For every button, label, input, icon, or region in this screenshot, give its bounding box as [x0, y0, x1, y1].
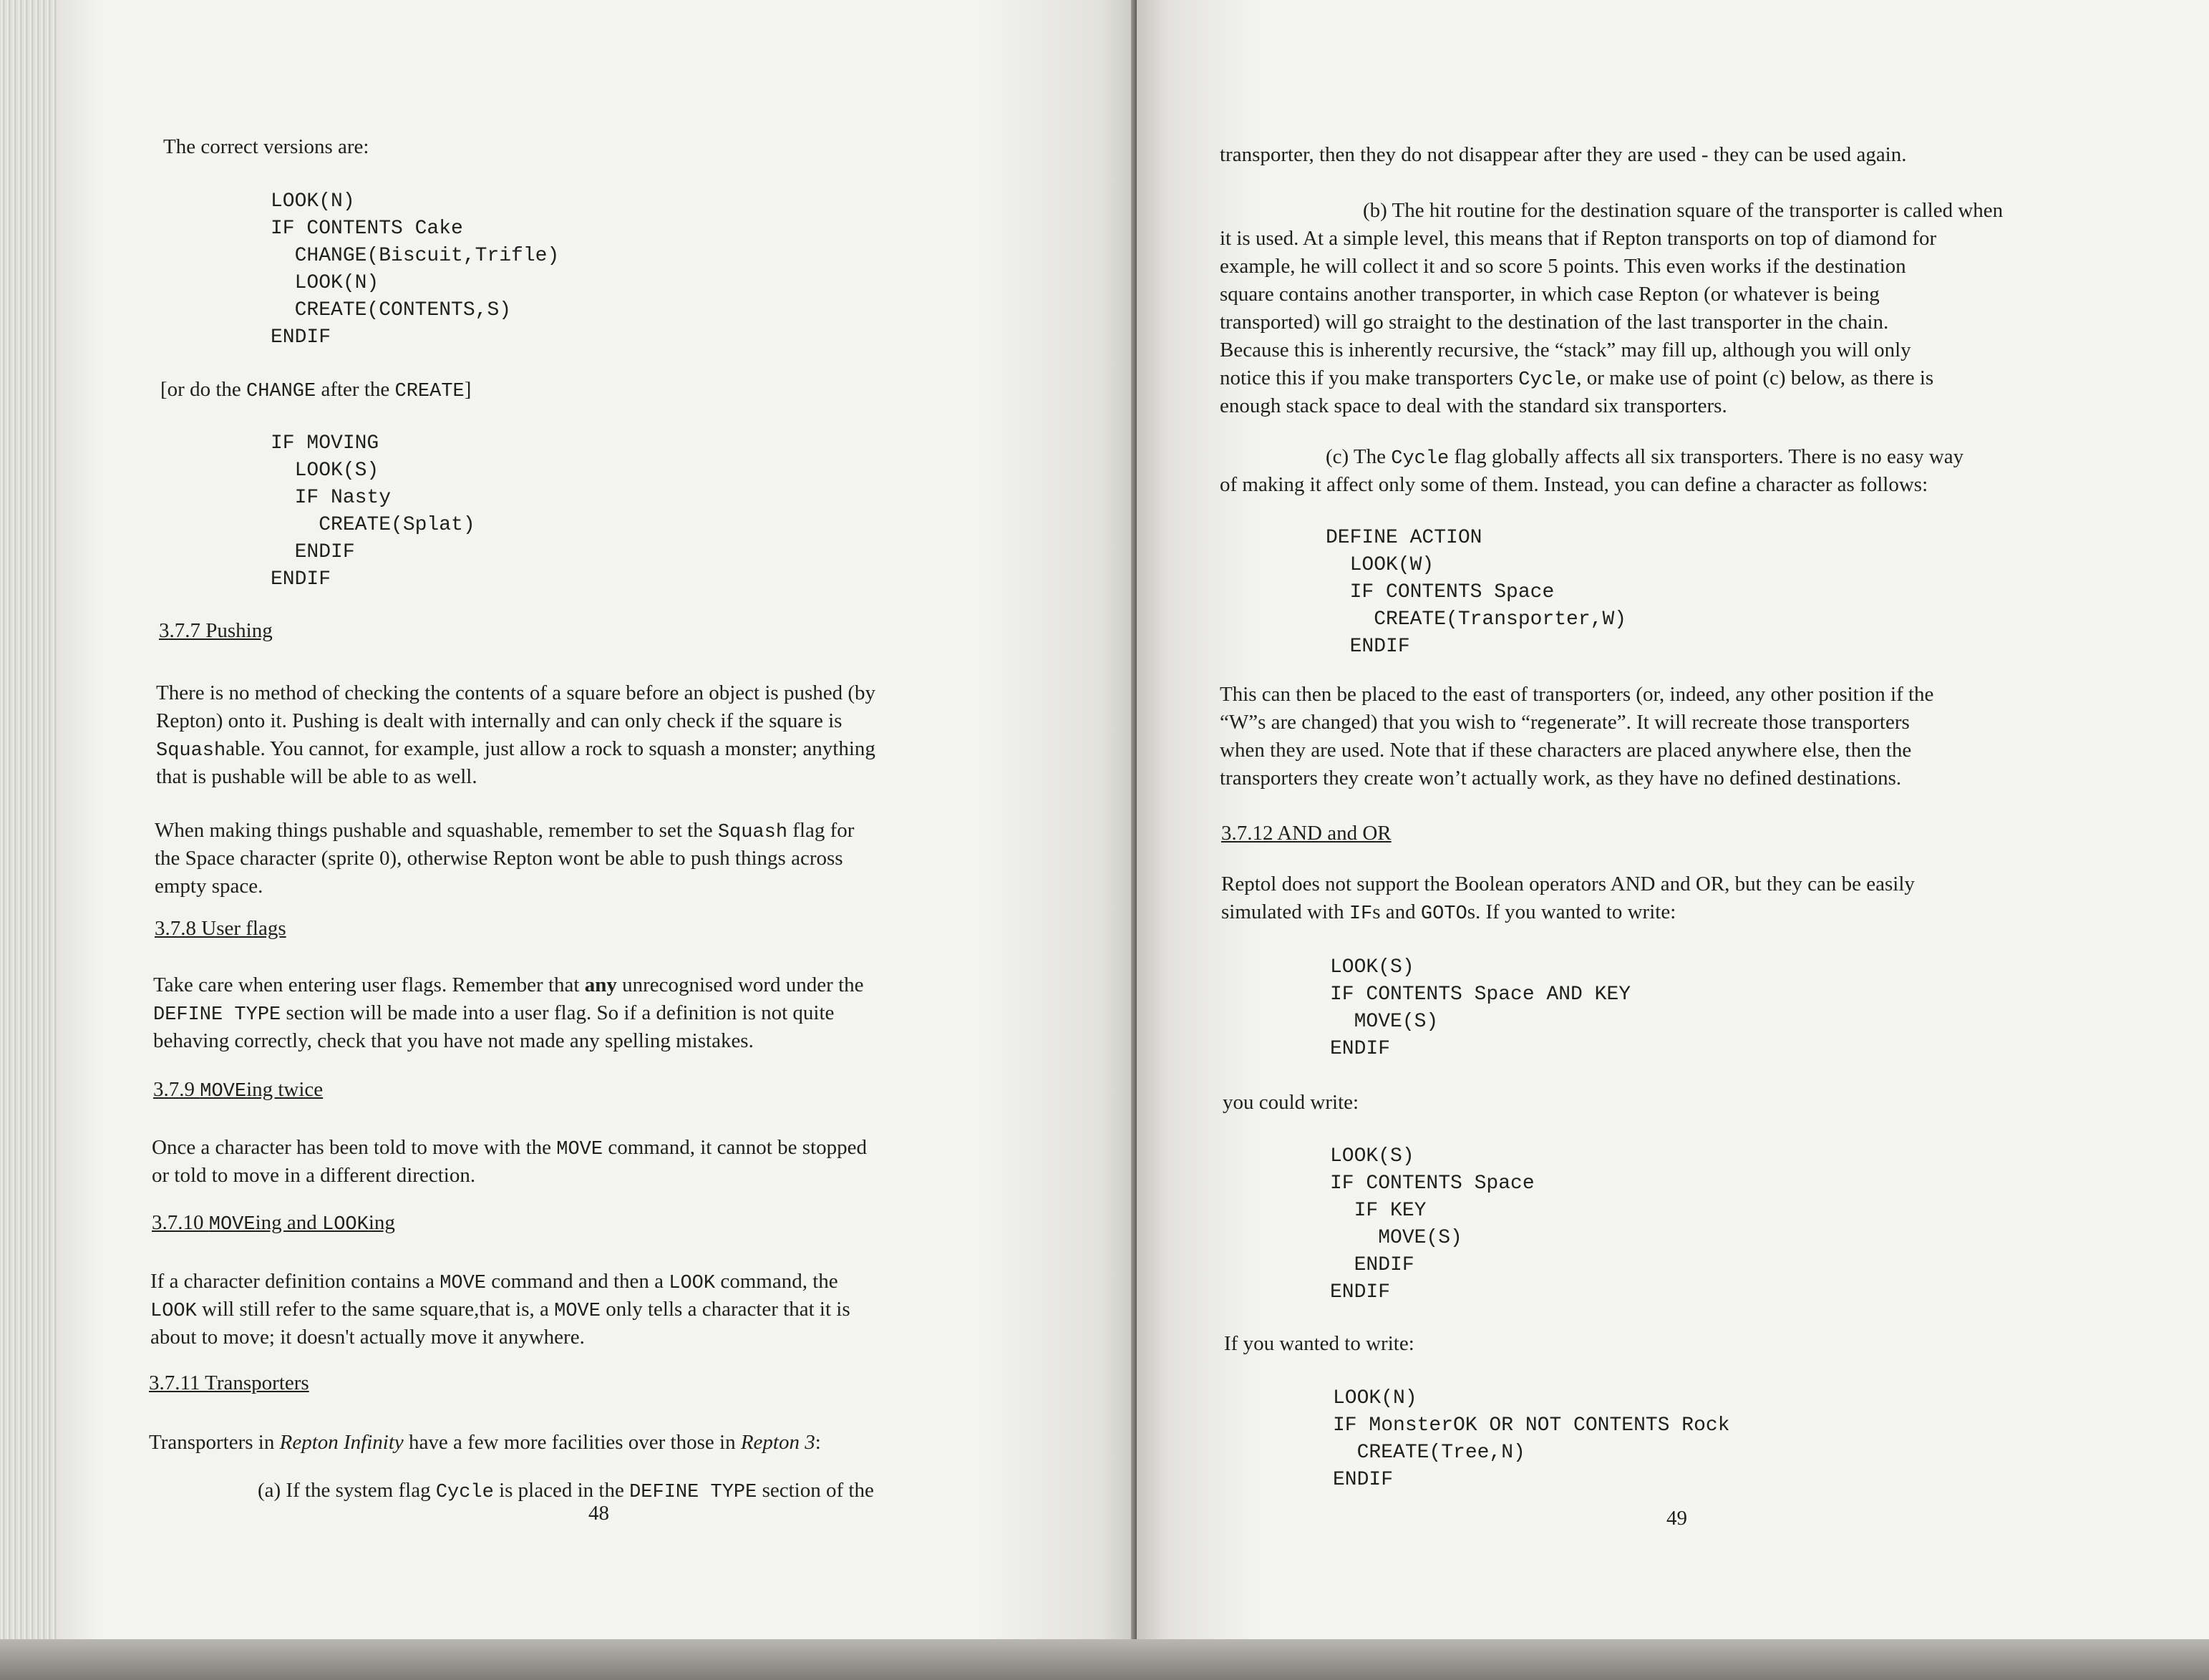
code-line: CREATE(Splat) [271, 514, 475, 536]
paragraph-line: transporters they create won’t actually work, as they have no defined destinations. [1220, 767, 1902, 790]
paragraph-line: it is used. At a simple level, this means that if Repton transports on top of diamond for [1220, 227, 1937, 250]
paragraph-line: If a character definition contains a MOVE command and then a LOOK command, the [150, 1270, 838, 1294]
paragraph-line: you could write: [1223, 1091, 1359, 1114]
code-line: ENDIF [1330, 1038, 1391, 1060]
code-block-3 [1326, 525, 1626, 661]
section-heading-and-or: 3.7.12 AND and OR [1221, 822, 1392, 845]
paragraph-line: transported) will go straight to the destination of the last transporter in the chain. [1220, 311, 1889, 334]
page-number: 49 [1666, 1507, 1687, 1530]
code-line: ENDIF [271, 568, 331, 591]
alternative-note: [or do the CHANGE after the CREATE] [160, 378, 472, 402]
code-line: LOOK(N) [271, 272, 379, 294]
code-line: CHANGE(Biscuit,Trifle) [271, 245, 560, 267]
left-page [57, 0, 1135, 1646]
code-line: CREATE(Tree,N) [1333, 1442, 1525, 1464]
paragraph-line: notice this if you make transporters Cycle, or make use of point (c) below, as there is [1220, 366, 1934, 391]
paragraph-line: or told to move in a different direction. [152, 1164, 476, 1187]
code-line: MOVE(S) [1330, 1011, 1439, 1033]
paragraph-line: (c) The Cycle flag globally affects all six transporters. There is no easy way [1326, 445, 1964, 470]
paragraph-line: the Space character (sprite 0), otherwise Repton wont be able to push things across [155, 847, 843, 870]
paragraph-line: (b) The hit routine for the destination square of the transporter is called when [1363, 199, 2004, 222]
paragraph-line: “W”s are changed) that you wish to “regenerate”. It will recreate those transporters [1220, 711, 1910, 734]
code-line: LOOK(W) [1326, 554, 1434, 576]
section-heading-transporters: 3.7.11 Transporters [149, 1371, 309, 1394]
section-heading-moveing-twice: 3.7.9 MOVEing twice [153, 1078, 324, 1102]
paragraph-line: empty space. [155, 875, 263, 898]
code-line: LOOK(N) [1333, 1387, 1417, 1409]
section-heading-pushing: 3.7.7 Pushing [159, 619, 273, 642]
paragraph-line: Repton) onto it. Pushing is dealt with internally and can only check if the square is [156, 709, 843, 732]
code-line: ENDIF [1330, 1254, 1414, 1276]
code-line: DEFINE ACTION [1326, 527, 1482, 549]
paragraph-line: Reptol does not support the Boolean operators AND and OR, but they can be easily [1221, 873, 1915, 895]
paragraph-line: Squashable. You cannot, for example, just allow a rock to squash a monster; anything [156, 737, 875, 762]
page-bottom-shadow [0, 1639, 2209, 1680]
paragraph-line: Once a character has been told to move with the MOVE command, it cannot be stopped [152, 1136, 867, 1160]
code-line: LOOK(N) [271, 190, 355, 213]
code-line: LOOK(S) [271, 460, 379, 482]
code-block-2 [271, 430, 475, 593]
code-line: IF MOVING [271, 432, 379, 455]
page-edges [0, 0, 57, 1680]
code-line: MOVE(S) [1330, 1227, 1462, 1249]
code-block-4 [1330, 954, 1631, 1063]
paragraph-line: (a) If the system flag Cycle is placed in the DEFINE TYPE section of the [258, 1479, 874, 1503]
paragraph-line: simulated with IFs and GOTOs. If you wanted to write: [1221, 900, 1676, 925]
code-line: IF KEY [1330, 1200, 1427, 1222]
paragraph-line: DEFINE TYPE section will be made into a user flag. So if a definition is not quite [153, 1001, 835, 1026]
code-line: IF Nasty [271, 487, 392, 509]
paragraph-line: of making it affect only some of them. Instead, you can define a character as follows: [1220, 473, 1928, 496]
section-heading-moveing-and-looking: 3.7.10 MOVEing and LOOKing [152, 1211, 395, 1235]
code-line: ENDIF [271, 326, 331, 349]
paragraph-line: when they are used. Note that if these characters are placed anywhere else, then the [1220, 739, 1912, 762]
code-line: CREATE(CONTENTS,S) [271, 299, 512, 321]
code-block-6 [1333, 1385, 1730, 1494]
paragraph-line: This can then be placed to the east of transporters (or, indeed, any other position if the [1220, 683, 1934, 706]
code-block-5 [1330, 1143, 1535, 1306]
paragraph-line: Because this is inherently recursive, the “stack” may fill up, although you will only [1220, 339, 1911, 361]
paragraph-line: Take care when entering user flags. Remember that any unrecognised word under the [153, 973, 864, 996]
paragraph-line: transporter, then they do not disappear after they are used - they can be used again. [1220, 143, 1907, 166]
code-line: LOOK(S) [1330, 1145, 1414, 1167]
code-line: IF CONTENTS Space [1330, 1172, 1535, 1195]
paragraph-line: LOOK will still refer to the same square,that is, a MOVE only tells a character that it is [150, 1298, 850, 1322]
paragraph-line: There is no method of checking the contents of a square before an object is pushed (by [156, 681, 876, 704]
paragraph-line: When making things pushable and squashable, remember to set the Squash flag for [155, 819, 855, 843]
paragraph-line: If you wanted to write: [1224, 1332, 1414, 1355]
paragraph-line: Transporters in Repton Infinity have a few more facilities over those in Repton 3: [149, 1431, 821, 1454]
paragraph-line: about to move; it doesn't actually move it anywhere. [150, 1326, 585, 1349]
paragraph-line: enough stack space to deal with the standard six transporters. [1220, 394, 1727, 417]
code-line: IF CONTENTS Cake [271, 218, 463, 240]
code-line: IF MonsterOK OR NOT CONTENTS Rock [1333, 1414, 1730, 1437]
intro-text: The correct versions are: [163, 135, 369, 158]
code-line: ENDIF [271, 541, 355, 563]
code-line: IF CONTENTS Space AND KEY [1330, 984, 1631, 1006]
paragraph-line: example, he will collect it and so score 5 points. This even works if the destination [1220, 255, 1906, 278]
code-line: IF CONTENTS Space [1326, 581, 1555, 603]
right-page [1137, 0, 2209, 1646]
code-line: ENDIF [1326, 636, 1410, 658]
code-line: LOOK(S) [1330, 956, 1414, 979]
paragraph-line: square contains another transporter, in which case Repton (or whatever is being [1220, 283, 1880, 306]
code-line: CREATE(Transporter,W) [1326, 608, 1627, 631]
paragraph-line: that is pushable will be able to as well. [156, 765, 477, 788]
paragraph-line: behaving correctly, check that you have not made any spelling mistakes. [153, 1029, 754, 1052]
code-line: ENDIF [1330, 1281, 1391, 1303]
page-number: 48 [588, 1502, 609, 1525]
section-heading-user-flags: 3.7.8 User flags [155, 917, 286, 940]
code-block-1 [271, 188, 559, 351]
code-line: ENDIF [1333, 1469, 1394, 1491]
